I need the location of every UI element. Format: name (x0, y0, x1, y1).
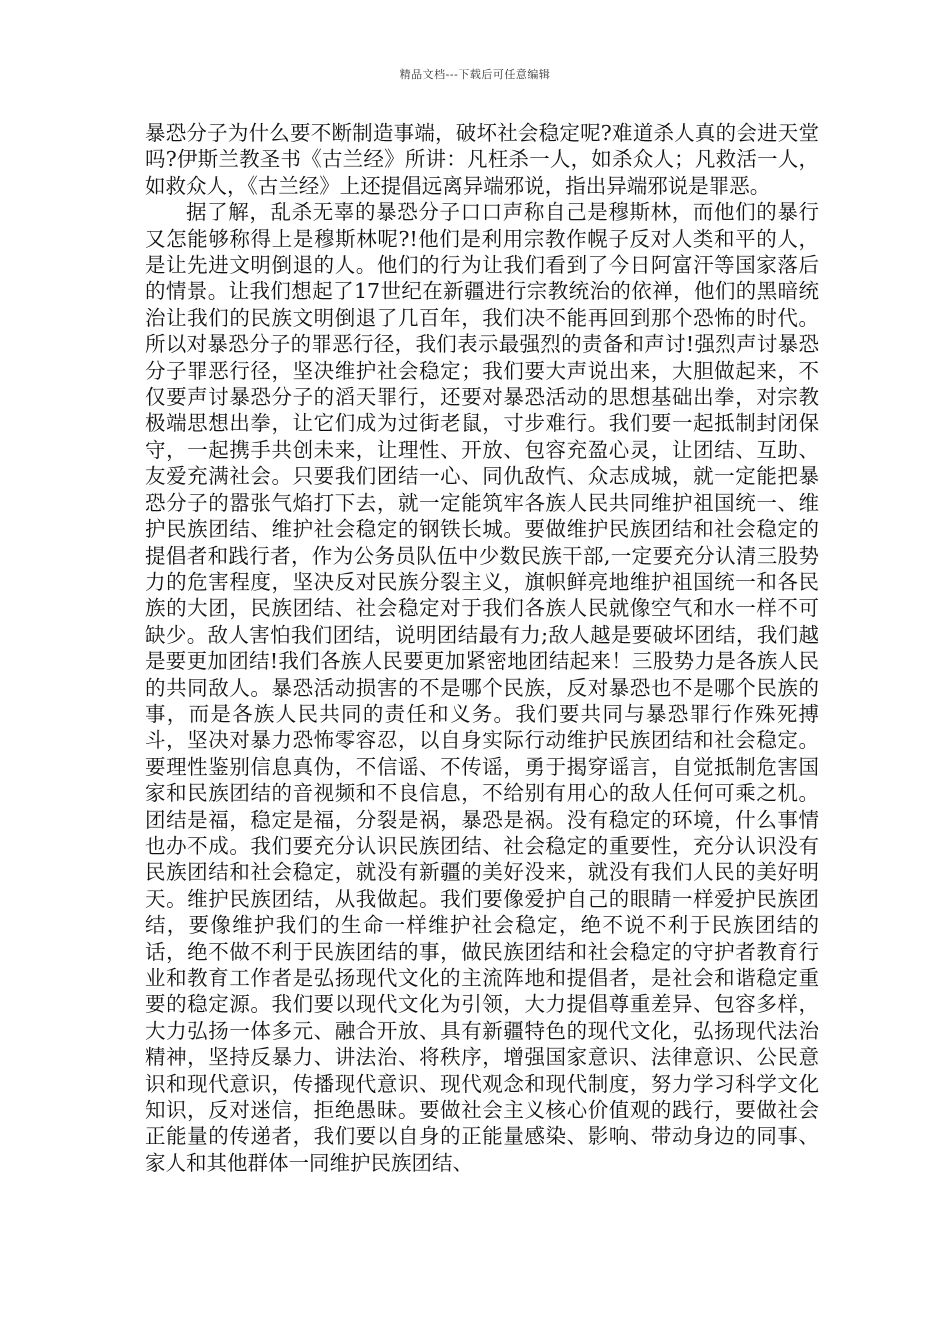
document-body (145, 120, 819, 1176)
page-header: 精品文档---下载后可任意编辑 (399, 68, 551, 81)
paragraph-1: 暴恐分子为什么要不断制造事端，破坏社会稳定呢?难道杀人真的会进天堂吗?伊斯兰教圣书《古兰经》所讲：凡枉杀一人，如杀众人；凡救活一人，如救众人，《古兰经》上还提倡远离异端邪说，指出异端邪说是罪恶。 (145, 121, 819, 198)
paragraph-2: 据了解，乱杀无辜的暴恐分子口口声称自己是穆斯林，而他们的暴行又怎能够称得上是穆斯林呢?!他们是利用宗教作幌子反对人类和平的人，是让先进文明倒退的人。他们的行为让我们看到了今日阿富汗等国家落后的情景。让我们想起了17世纪在新疆进行宗教统治的依禅，他们的黑暗统治让我们的民族文明倒退了几百年，我们决不能再回到那个恐怖的时代。所以对暴恐分子的罪恶行径，我们表示最强烈的责备和声讨!强烈声讨暴恐分子罪恶行径，坚决维护社会稳定；我们要大声说出来，大胆做起来，不仅要声讨暴恐分子的滔天罪行，还要对暴恐活动的思想基础出拳，对宗教极端思想出拳，让它们成为过街老鼠，寸步难行。我们要一起抵制封闭保守，一起携手共创未来，让理性、开放、包容充盈心灵，让团结、互助、友爱充满社会。只要我们团结一心、同仇敌忾、众志成城，就一定能把暴恐分子的嚣张气焰打下去，就一定能筑牢各族人民共同维护祖国统一、维护民族团结、维护社会稳定的钢铁长城。要做维护民族团结和社会稳定的提倡者和践行者，作为公务员队伍中少数民族干部,一定要充分认清三股势力的危害程度，坚决反对民族分裂主义，旗帜鲜亮地维护祖国统一和各民族的大团，民族团结、社会稳定对于我们各族人民就像空气和水一样不可缺少。敌人害怕我们团结，说明团结最有力;敌人越是要破坏团结，我们越是要更加团结!我们各族人民要更加紧密地团结起来！三股势力是各族人民的共同敌人。暴恐活动损害的不是哪个民族，反对暴恐也不是哪个民族的事，而是各族人民共同的责任和义务。我们要共同与暴恐罪行作殊死搏斗，坚决对暴力恐怖零容忍，以自身实际行动维护民族团结和社会稳定。要理性鉴别信息真伪，不信谣、不传谣，勇于揭穿谣言，自觉抵制危害国家和民族团结的音视频和不良信息，不给别有用心的敌人任何可乘之机。团结是福，稳定是福，分裂是祸，暴恐是祸。没有稳定的环境，什么事情也办不成。我们要充分认识民族团结、社会稳定的重要性，充分认识没有民族团结和社会稳定，就没有新疆的美好没来，就没有我们人民的美好明天。维护民族团结，从我做起。我们要像爱护自己的眼睛一样爱护民族团结，要像维护我们的生命一样维护社会稳定，绝不说不利于民族团结的话，绝不做不利于民族团结的事，做民族团结和社会稳定的守护者教育行业和教育工作者是弘扬现代文化的主流阵地和提倡者，是社会和谐稳定重要的稳定源。我们要以现代文化为引领，大力提倡尊重差异、包容多样，大力弘扬一体多元、融合开放、具有新疆特色的现代文化，弘扬现代法治精神，坚持反暴力、讲法治、将秩序，增强国家意识、法律意识、公民意识和现代意识，传播现代意识、现代观念和现代制度，努力学习科学文化知识，反对迷信，拒绝愚昧。要做社会主义核心价值观的践行，要做社会正能量的传递者，我们要以自身的正能量感染、影响、带动身边的同事、家人和其他群体一同维护民族团结、 (145, 200, 819, 1175)
